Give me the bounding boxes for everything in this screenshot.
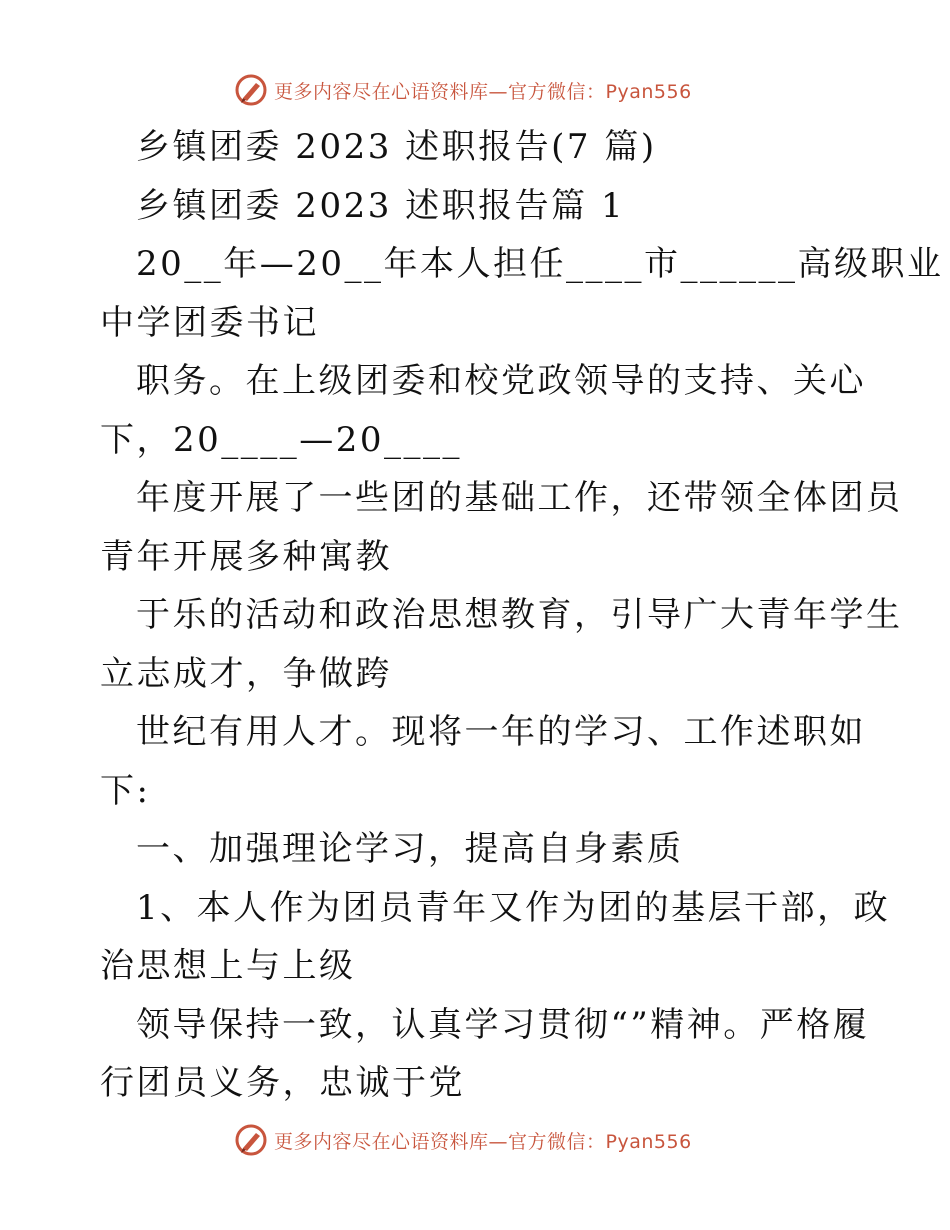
document-title: 乡镇团委 2023 述职报告(7 篇) <box>136 127 657 167</box>
paragraph-line: 于乐的活动和政治思想教育，引导广大青年学生 <box>136 595 903 635</box>
paragraph-line: 青年开展多种寓教 <box>100 536 392 577</box>
document-body <box>100 118 944 1113</box>
paragraph-line: 立志成才，争做跨 <box>100 653 392 694</box>
paragraph-line: 行团员义务，忠诚于党 <box>100 1063 465 1103</box>
paragraph-line: 职务。在上级团委和校党政领导的支持、关心 <box>136 361 866 401</box>
paragraph-line: 下，20____—20____ <box>100 419 463 460</box>
document-subtitle: 乡镇团委 2023 述职报告篇 1 <box>136 185 626 226</box>
paragraph-line: 20__年—20__年本人担任____市______高级职业 <box>136 244 944 284</box>
pen-logo-icon <box>234 1123 268 1157</box>
paragraph-line: 年度开展了一些团的基础工作，还带领全体团员 <box>136 478 903 518</box>
paragraph-line: 1、本人作为团员青年又作为团的基层干部，政 <box>136 887 891 928</box>
paragraph-line: 世纪有用人才。现将一年的学习、工作述职如 <box>136 712 866 752</box>
header-banner-text: 更多内容尽在心语资料库—官方微信：Pyan556 <box>274 80 692 103</box>
paragraph-line: 中学团委书记 <box>100 302 319 343</box>
header-banner <box>234 72 692 108</box>
pen-logo-icon <box>234 73 268 107</box>
paragraph-line: 下: <box>100 770 151 811</box>
paragraph-line: 治思想上与上级 <box>100 946 356 986</box>
section-heading: 一、加强理论学习，提高自身素质 <box>136 829 684 869</box>
footer-banner <box>234 1122 692 1158</box>
footer-banner-text: 更多内容尽在心语资料库—官方微信：Pyan556 <box>274 1130 692 1153</box>
paragraph-line: 领导保持一致，认真学习贯彻“”精神。严格履 <box>136 1004 870 1045</box>
